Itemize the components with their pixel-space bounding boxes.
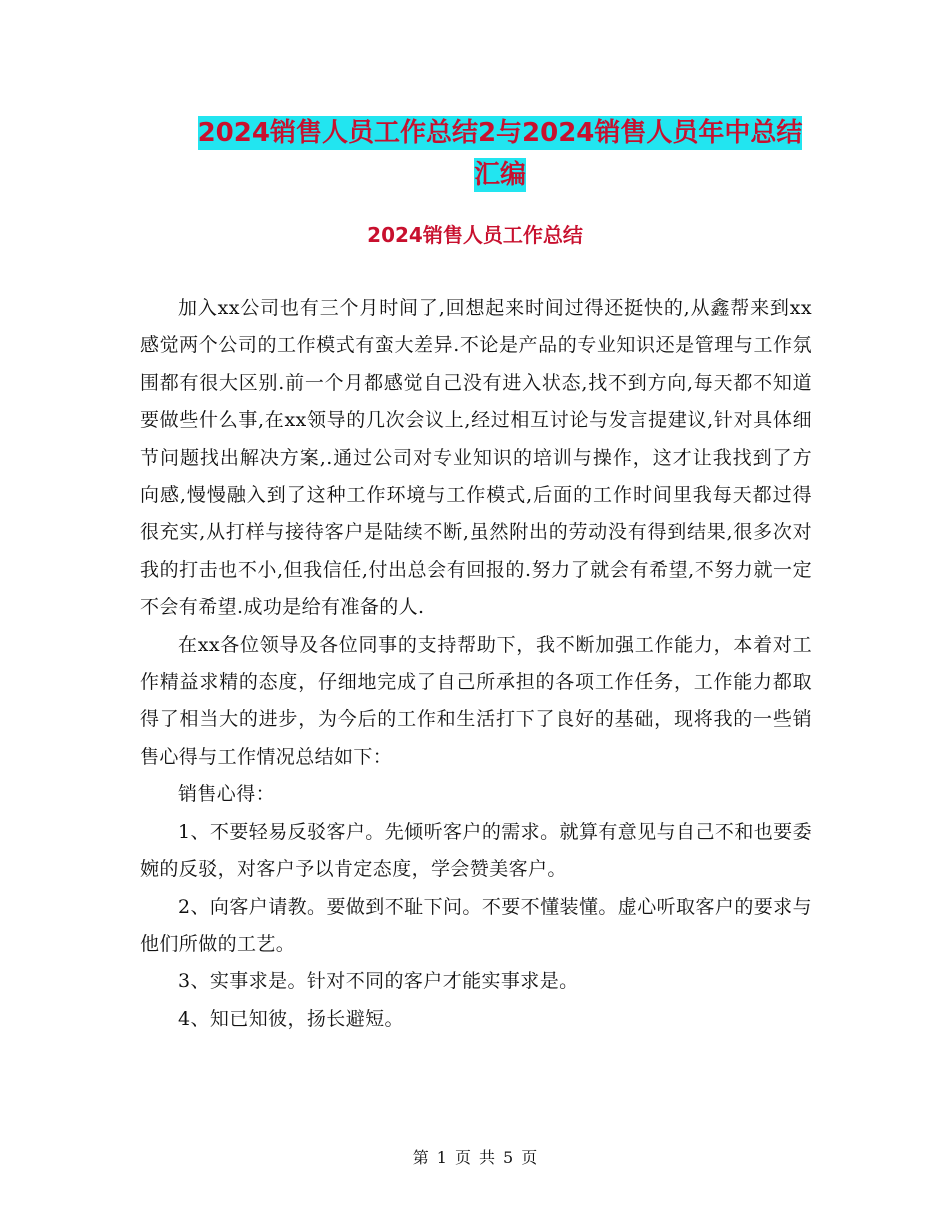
paragraph-intro: 加入xx公司也有三个月时间了,回想起来时间过得还挺快的,从鑫帮来到xx感觉两个公司的工作模式有蛮大差异.不论是产品的专业知识还是管理与工作氛围都有很大区别.前一个月都感觉自己没有进入状态,找不到方向,每天都不知道要做些什么事,在xx领导的几次会议上,经过相互讨论与发言提建议,针对具体细节问题找出解决方案,.通过公司对专业知识的培训与操作，这才让我找到了方向感,慢慢融入到了这种工作环境与工作模式,后面的工作时间里我每天都过得很充实,从打样与接待客户是陆续不断,虽然附出的劳动没有得到结果,很多次对我的打击也不小,但我信任,付出总会有回报的.努力了就会有希望,不努力就一定不会有希望.成功是给有准备的人.: [140, 297, 812, 619]
title-highlight: 2024销售人员工作总结2与2024销售人员年中总结汇编: [197, 118, 803, 190]
footer-page-current: 1: [436, 1148, 447, 1167]
footer-mid: 页: [454, 1148, 471, 1167]
footer-prefix: 第: [412, 1148, 429, 1167]
footer-total-prefix: 共: [479, 1148, 496, 1167]
section-title: 2024销售人员工作总结: [367, 223, 583, 247]
footer-suffix: 页: [521, 1148, 538, 1167]
footer-page-total: 5: [503, 1148, 514, 1167]
page-footer: [0, 1148, 950, 1168]
list-item-tip-2: 2、向客户请教。要做到不耻下问。不要不懂装懂。虚心听取客户的要求与他们所做的工艺。: [140, 895, 812, 955]
list-item-tip-3: 3、实事求是。针对不同的客户才能实事求是。: [178, 970, 579, 993]
list-item-tip-4: 4、知已知彼，扬长避短。: [178, 1007, 404, 1030]
paragraph-support: 在xx各位领导及各位同事的支持帮助下，我不断加强工作能力，本着对工作精益求精的态度，仔细地完成了自己所承担的各项工作任务，工作能力都取得了相当大的进步，为今后的工作和生活打下了良好的基础，现将我的一些销售心得与工作情况总结如下：: [140, 633, 812, 768]
document-body: [140, 290, 812, 1038]
list-item-tip-1: 1、不要轻易反驳客户。先倾听客户的需求。就算有意见与自己不和也要委婉的反驳，对客户予以肯定态度，学会赞美客户。: [140, 820, 812, 881]
document-title: [185, 112, 815, 196]
paragraph-heading-sales-tips: 销售心得：: [178, 783, 276, 806]
